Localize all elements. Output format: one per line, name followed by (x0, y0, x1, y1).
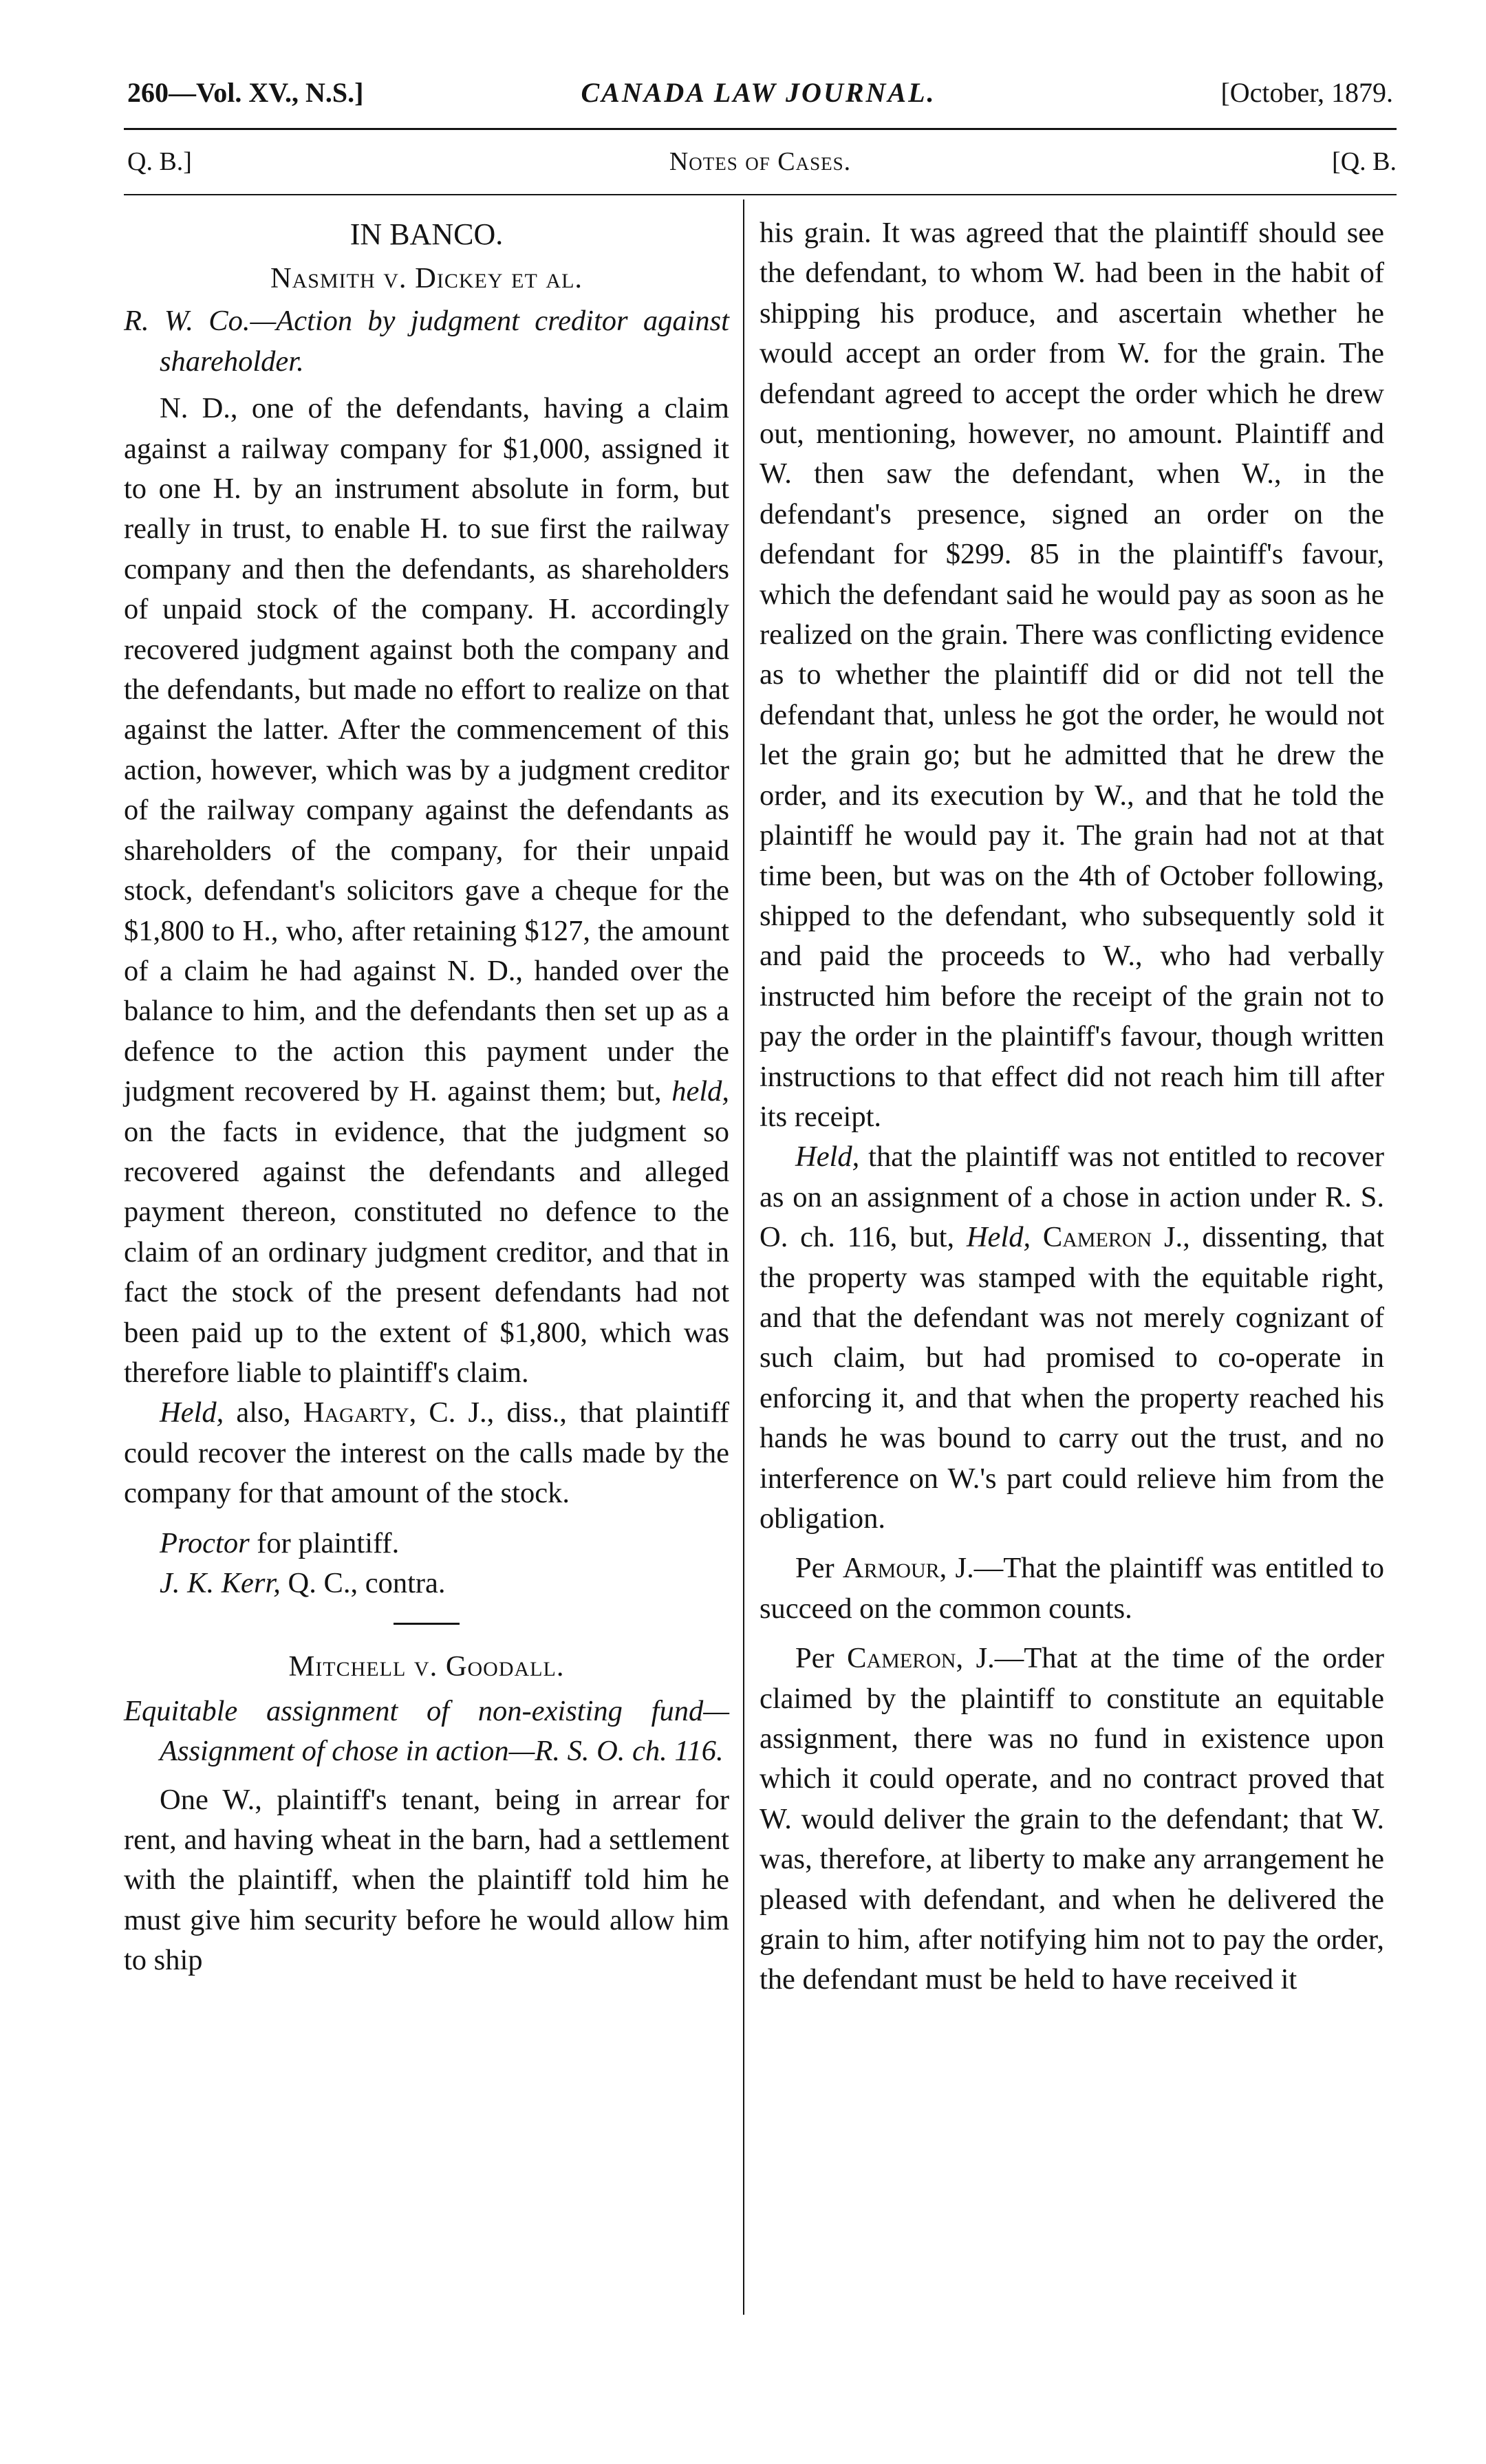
case-separator (394, 1623, 460, 1625)
right-column (760, 213, 1384, 2000)
page-volume-label: 260—Vol. XV., N.S.] (127, 77, 364, 108)
case-paragraph: Per Armour, J.—That the plaintiff was entitled to succeed on the common counts. (760, 1552, 1385, 1625)
case-headnote: Equitable assignment of non-existing fund—Assignment of chose in action—R. S. O. ch. 116. (124, 1694, 729, 1768)
case-paragraph: Held, also, Hagarty, C. J., diss., that plaintiff could recover the interest on the calls made by the company for that amount of the stock. (124, 1396, 730, 1510)
case-headnote: R. W. Co.—Action by judgment creditor against shareholder. (124, 305, 729, 378)
journal-title: CANADA LAW JOURNAL. (581, 77, 936, 108)
case-title: Nasmith v. Dickey et al. (270, 262, 583, 294)
case-paragraph: Per Cameron, J.—That at the time of the order claimed by the plaintiff to constitute an equitable assignment, there was no fund in existence upon which it could operate, and no contract proved that W. would deliver the grain to the defendant; that W. was, therefore, at liberty to make any arrangement he pleased with defendant, and when he delivered the grain to him, after notifying him not to pay the order, the defendant must be held to have received it (760, 1642, 1385, 1996)
court-label-right: [Q. B. (1332, 147, 1397, 176)
case-paragraph: his grain. It was agreed that the plaintiff should see the defendant, to whom W. had been in the habit of shipping his produce, and ascertain whether he would accept an order from W. for the grain. The defendant agreed to accept the order which he drew out, mentioning, however, no amount. Plaintiff and W. then saw the defendant, when W., in the defendant's presence, signed an order on the defendant for $299. 85 in the plaintiff's favour, which the defendant said he would pay as soon as he realized on the grain. There was conflicting evidence as to whether the plaintiff did or did not tell the defendant that, unless he got the order, he would not let the grain go; but he admitted that he drew the order, and its execution by W., and that he told the plaintiff he would pay it. The grain had not at that time been, but was on the 4th of October following, shipped to the defendant, who subsequently sold it and paid the proceeds to W., who had verbally instructed him before the receipt of the grain not to pay the order in the plaintiff's favour, though written instructions to that effect did not reach him till after its receipt. (760, 217, 1384, 1133)
case-paragraph: Held, that the plaintiff was not entitled to recover as on an assignment of a chose in action under R. S. O. ch. 116, but, Held, Cameron J., dissenting, that the property was stamped with the equitable right, and that the defendant was not merely cognizant of such claim, but had promised to co-operate in enforcing it, and that when the property reached his hands he was bound to carry out the trust, and no interference on W.'s part could relieve him from the obligation. (760, 1141, 1385, 1535)
case-paragraph: N. D., one of the defendants, having a claim against a railway company for $1,000, assigned it to one H. by an instrument absolute in form, but really in trust, to enable H. to sue first the railway company and then the defendants, as shareholders of unpaid stock of the company. H. accordingly recovered judgment against both the company and the defendants, but made no effort to realize on that against the latter. After the commencement of this action, however, which was by a judgment creditor of the railway company against the defendants as shareholders of the company, for their unpaid stock, defendant's solicitors gave a cheque for the $1,800 to H., who, after retaining $127, the amount of a claim he had against N. D., handed over the balance to him, and the defendants then set up as a defence to the action this payment under the judgment recovered by H. against them; but, held, on the facts in evidence, that the judgment so recovered against the defendants and alleged payment thereon, constituted no defence to the claim of an ordinary judgment creditor, and that in fact the stock of the present defendants had not been paid up to the extent of $1,800, which was therefore liable to plaintiff's claim. (124, 392, 730, 1389)
left-column (124, 213, 729, 1981)
counsel-line: J. K. Kerr, Q. C., contra. (160, 1567, 446, 1599)
header-rule (124, 128, 1397, 130)
case-paragraph: One W., plaintiff's tenant, being in arrear for rent, and having wheat in the barn, had a settlement with the plaintiff, when the plaintiff told him he must give him security before he would allow him to ship (124, 1783, 729, 1977)
case-title: Mitchell v. Goodall. (288, 1650, 565, 1683)
issue-date: [October, 1879. (1220, 77, 1393, 108)
section-rule (124, 194, 1397, 195)
counsel-line: Proctor for plaintiff. (160, 1526, 400, 1559)
running-head (124, 69, 1393, 117)
section-title: Notes of Cases. (669, 147, 852, 176)
court-heading: IN BANCO. (349, 217, 504, 251)
section-head (124, 141, 1397, 182)
column-divider (743, 199, 744, 2315)
court-label-left: Q. B.] (127, 147, 192, 176)
